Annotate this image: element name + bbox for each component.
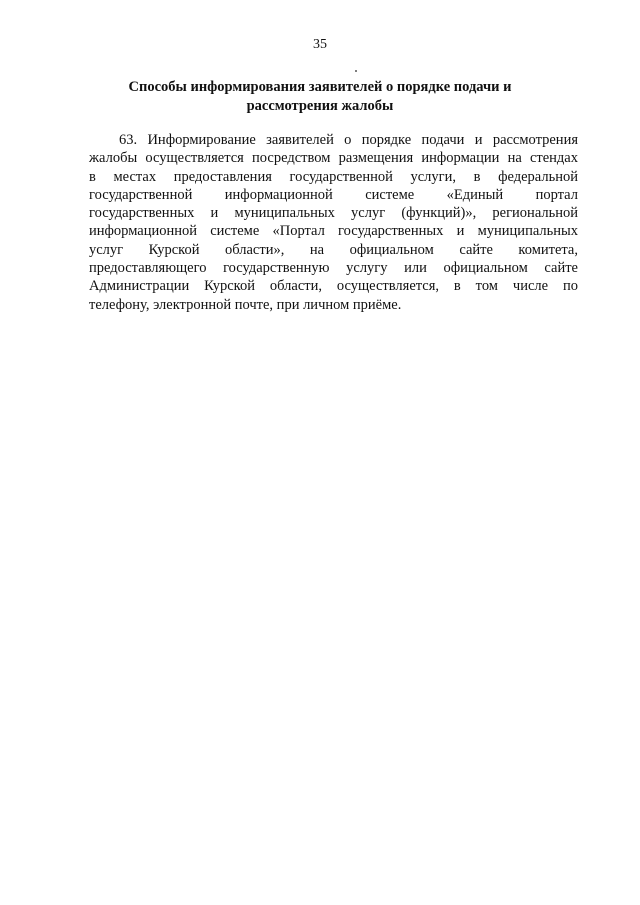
paragraph-line: информационной системе «Портал государственных и муниципальных [89,223,578,240]
paragraph-line: Администрации Курской области, осуществляется, в том числе по [89,278,578,295]
page-number: 35 [313,37,327,52]
paragraph-line: телефону, электронной почте, при личном приёме. [89,296,402,313]
section-title-line: рассмотрения жалобы [246,98,394,114]
paragraph-line: предоставляющего государственную услугу или официальном сайте [89,260,578,277]
paragraph-line: государственной информационной системе «Единый портал [89,186,578,203]
paragraph-line: жалобы осуществляется посредством размещения информации на стендах [89,150,578,167]
section-title-line: Способы информирования заявителей о порядке подачи и [128,79,512,95]
paragraph-line: 63. Информирование заявителей о порядке подачи и рассмотрения [119,132,578,148]
scan-speck [355,70,357,72]
paragraph-line: услуг Курской области», на официальном сайте комитета, [89,241,578,258]
section-title [120,78,520,116]
paragraph-line: государственных и муниципальных услуг (функций)», региональной [89,205,578,222]
paragraph-line: в местах предоставления государственной услуги, в федеральной [89,168,578,185]
paragraph-63 [89,131,578,314]
